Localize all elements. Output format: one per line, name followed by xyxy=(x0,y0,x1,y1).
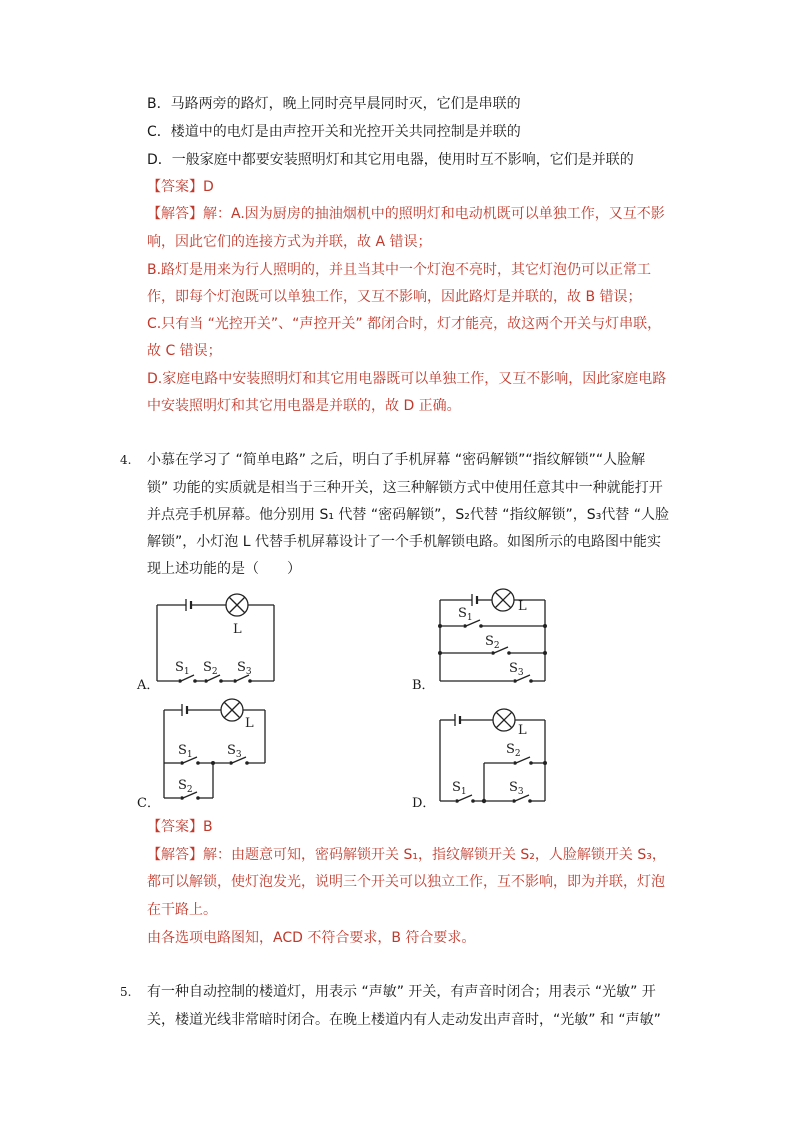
q3-option-b: B．马路两旁的路灯，晚上同时亮早晨同时灭，它们是串联的 xyxy=(147,96,521,112)
q4-stem-line-3: 解锁”，小灯泡 L 代替手机屏幕设计了一个手机解锁电路。如图所示的电路图中能实 xyxy=(147,534,661,550)
q4-explain-line-3: 由各选项电路图知，ACD 不符合要求，B 符合要求。 xyxy=(147,930,476,946)
svg-text:L: L xyxy=(518,723,527,738)
option-b-label: B． xyxy=(412,678,435,693)
q5-number: 5. xyxy=(120,985,132,999)
svg-text:S2: $S_2$ xyxy=(178,778,193,795)
q3-option-c: C．楼道中的电灯是由声控开关和光控开关共同控制是并联的 xyxy=(147,124,521,140)
svg-text:S1: $S_1$ xyxy=(178,743,193,760)
q4-explain-line-0 xyxy=(147,845,666,865)
q4-stem-line-4: 现上述功能的是（ ） xyxy=(147,561,301,577)
q3-explain-line-3: 作，即每个灯泡既可以单独工作，又互不影响，因此路灯是并联的，故 B 错误； xyxy=(147,289,642,305)
q5-stem-line-0: 有一种自动控制的楼道灯，用表示 “声敏” 开关，有声音时闭合；用表示 “光敏” 开 xyxy=(147,984,656,1000)
lamp-label: L xyxy=(233,622,242,637)
circuit-diagrams xyxy=(0,580,794,810)
explain-text: 解：由题意可知，密码解锁开关 S₁，指纹解锁开关 S₂，人脸解锁开关 S₃， xyxy=(203,847,666,863)
q4-explain-line-2: 在干路上。 xyxy=(147,902,217,918)
svg-text:S3: $S_3$ xyxy=(509,780,524,797)
option-d-label: D． xyxy=(412,796,436,811)
svg-text:S1: $S_1$ xyxy=(458,606,473,623)
q3-explain-line-5: 故 C 错误； xyxy=(147,343,222,359)
svg-text:S3: $S_3$ xyxy=(227,743,242,760)
q4-number: 4. xyxy=(120,453,132,467)
svg-text:S1: $S_1$ xyxy=(175,660,190,677)
q4-answer xyxy=(147,817,213,837)
q3-option-d: D．一般家庭中都要安装照明灯和其它用电器，使用时互不影响，它们是并联的 xyxy=(147,152,634,168)
q4-stem-line-2: 并点亮手机屏幕。他分别用 S₁ 代替 “密码解锁”，S₂代替 “指纹解锁”，S₃代替 “人脸 xyxy=(147,507,670,523)
answer-tag: 【答案】 xyxy=(147,819,203,835)
q3-explain-line-7: 中安装照明灯和其它用电器是并联的，故 D 正确。 xyxy=(147,398,461,414)
explain-text: 解：A.因为厨房的抽油烟机中的照明灯和电动机既可以单独工作，又互不影 xyxy=(203,206,665,222)
answer-tag: 【答案】 xyxy=(147,179,203,195)
q4-stem-line-1: 锁” 功能的实质就是相当于三种开关，这三种解锁方式中使用任意其中一种就能打开 xyxy=(147,480,663,496)
explain-tag: 【解答】 xyxy=(147,847,203,863)
q3-explain-line-2: B.路灯是用来为行人照明的，并且当其中一个灯泡不亮时，其它灯泡仍可以正常工 xyxy=(147,262,652,278)
svg-text:S1: $S_1$ xyxy=(452,780,467,797)
option-a-label: A． xyxy=(137,678,160,693)
svg-text:S2: $S_2$ xyxy=(506,742,521,759)
q3-explain-line-4: C.只有当 “光控开关”、“声控开关” 都闭合时，灯才能亮，故这两个开关与灯串联， xyxy=(147,316,662,332)
q3-explain-line-6: D.家庭电路中安装照明灯和其它用电器既可以单独工作，又互不影响，因此家庭电路 xyxy=(147,371,667,387)
q3-explain-line-1: 响，因此它们的连接方式为并联，故 A 错误； xyxy=(147,234,432,250)
q3-answer xyxy=(147,177,214,197)
svg-text:S2: $S_2$ xyxy=(485,634,500,651)
q5-stem-line-1: 关，楼道光线非常暗时闭合。在晚上楼道内有人走动发出声音时，“光敏” 和 “声敏” xyxy=(147,1012,661,1028)
q4-stem-line-0: 小慕在学习了 “简单电路” 之后，明白了手机屏幕 “密码解锁”“指纹解锁”“人脸解 xyxy=(147,452,646,468)
svg-text:S2: $S_2$ xyxy=(203,660,218,677)
option-c-label: C． xyxy=(137,796,160,811)
q3-explain-line-0 xyxy=(147,204,665,224)
svg-text:L: L xyxy=(245,716,254,731)
answer-value: D xyxy=(203,179,214,195)
explain-tag: 【解答】 xyxy=(147,206,203,222)
svg-text:L: L xyxy=(518,599,527,614)
svg-text:S3: $S_3$ xyxy=(509,661,524,678)
answer-value: B xyxy=(203,819,213,835)
svg-text:S3: $S_3$ xyxy=(237,660,252,677)
q4-explain-line-1: 都可以解锁，使灯泡发光，说明三个开关可以独立工作，互不影响，即为并联，灯泡 xyxy=(147,874,665,890)
